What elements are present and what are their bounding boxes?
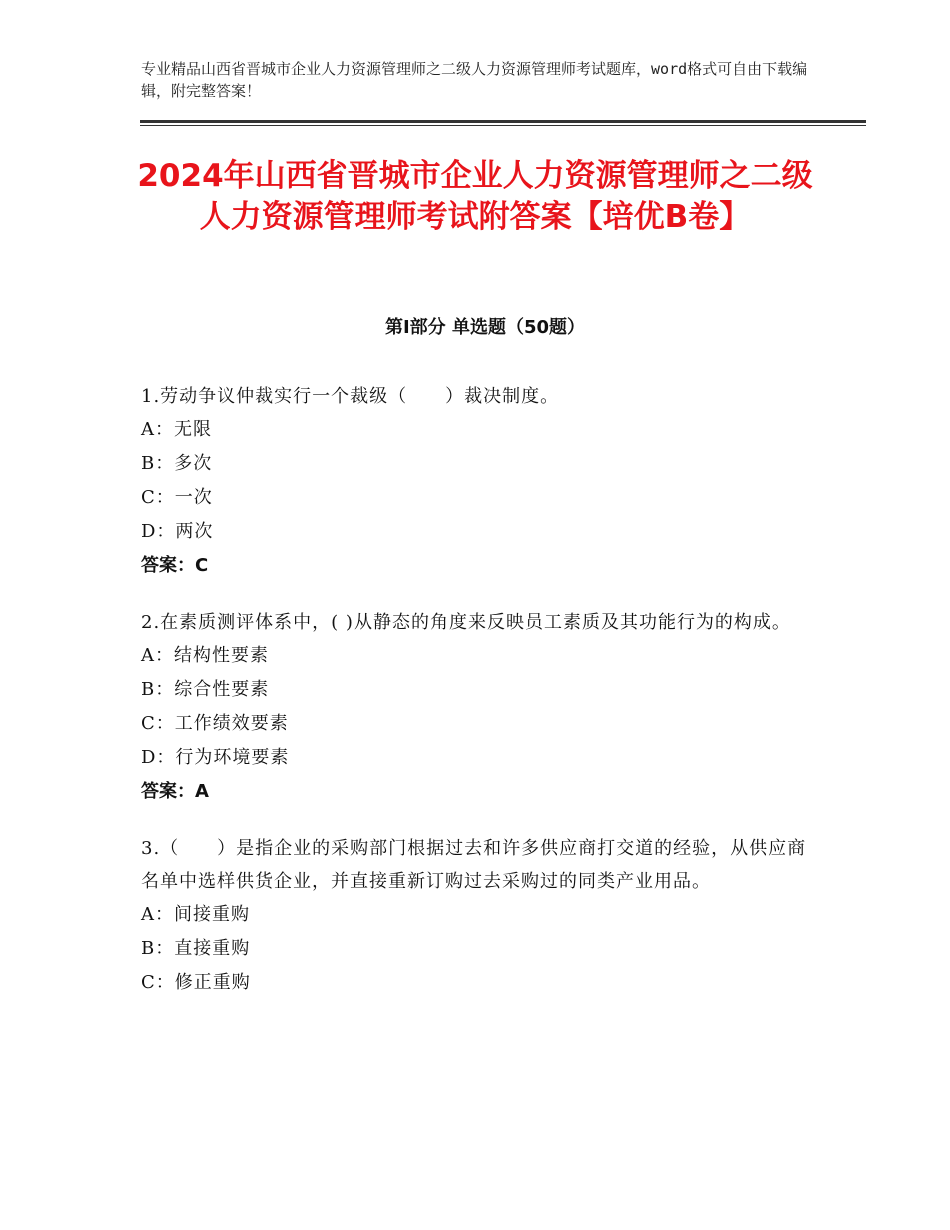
question-stem: 3.（ ）是指企业的采购部门根据过去和许多供应商打交道的经验，从供应商名单中选样供货企业，并直接重新订购过去采购过的同类产业用品。 bbox=[141, 838, 807, 892]
question-3 bbox=[141, 832, 821, 1000]
option-d: D：行为环境要素 bbox=[141, 747, 290, 768]
option-a: A：结构性要素 bbox=[141, 645, 269, 666]
option-b: B：直接重购 bbox=[141, 938, 251, 959]
header-note: 专业精品山西省晋城市企业人力资源管理师之二级人力资源管理师考试题库，word格式可自由下载编辑，附完整答案！ bbox=[141, 60, 808, 100]
option-b: B：综合性要素 bbox=[141, 679, 270, 700]
option-a: A：间接重购 bbox=[141, 904, 250, 925]
header-divider bbox=[140, 120, 866, 123]
option-c: C：工作绩效要素 bbox=[141, 713, 289, 734]
option-c: C：修正重购 bbox=[141, 972, 251, 993]
document-title: 2024年山西省晋城市企业人力资源管理师之二级人力资源管理师考试附答案【培优B卷】 bbox=[137, 158, 813, 235]
option-d: D：两次 bbox=[141, 521, 214, 542]
answer: 答案：C bbox=[141, 555, 209, 576]
option-b: B：多次 bbox=[141, 453, 213, 474]
option-a: A：无限 bbox=[141, 419, 212, 440]
question-2 bbox=[141, 606, 821, 809]
question-stem: 2.在素质测评体系中，( )从静态的角度来反映员工素质及其功能行为的构成。 bbox=[141, 612, 791, 633]
question-1 bbox=[141, 380, 821, 583]
section-heading: 第Ⅰ部分 单选题（50题） bbox=[384, 317, 585, 338]
answer: 答案：A bbox=[141, 781, 209, 802]
question-stem: 1.劳动争议仲裁实行一个裁级（ ）裁决制度。 bbox=[141, 386, 560, 407]
header-divider-thin bbox=[140, 125, 866, 126]
option-c: C：一次 bbox=[141, 487, 213, 508]
question-list bbox=[141, 380, 821, 1023]
